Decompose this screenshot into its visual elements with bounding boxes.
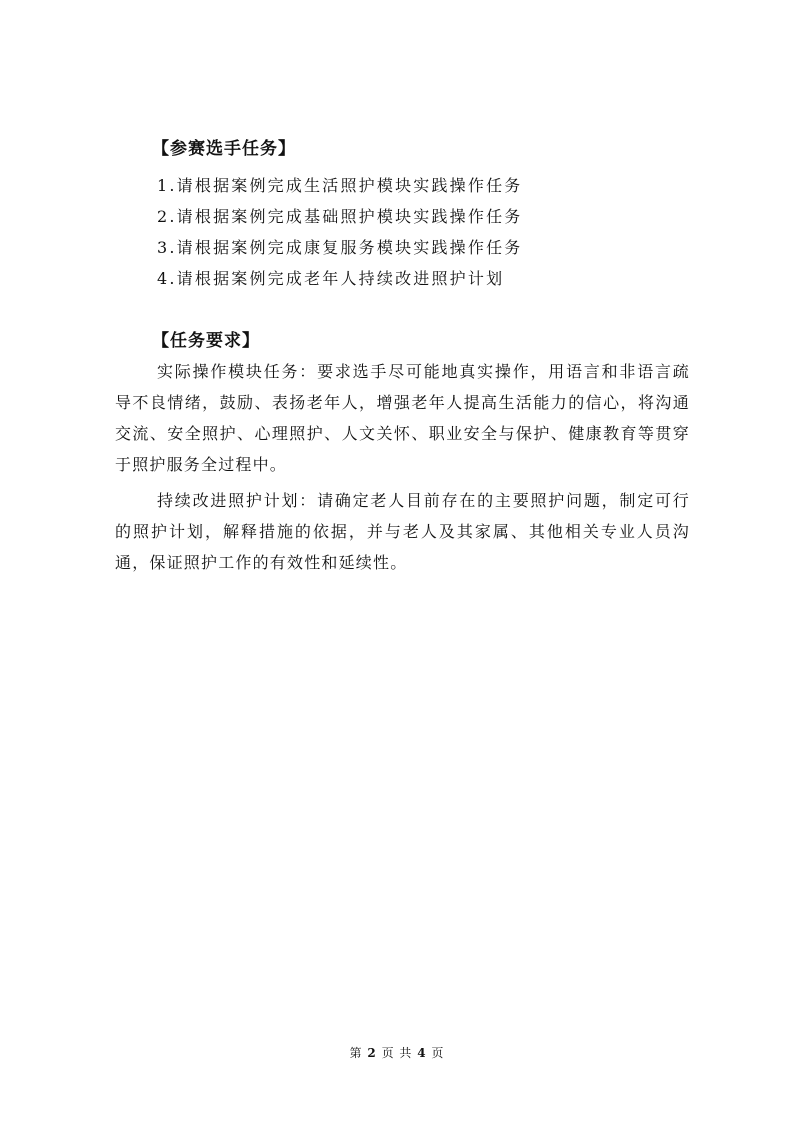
task-item: 3.请根据案例完成康复服务模块实践操作任务 — [157, 238, 523, 257]
task-item: 2.请根据案例完成基础照护模块实践操作任务 — [157, 207, 523, 226]
footer-prefix: 第 — [349, 1046, 363, 1060]
section-heading-contestant-tasks: 【参赛选手任务】 — [152, 139, 296, 159]
task-list — [157, 170, 522, 294]
task-item: 4.请根据案例完成老年人持续改进照护计划 — [157, 269, 505, 288]
footer-current-page: 2 — [367, 1046, 377, 1060]
footer-total-pages: 4 — [417, 1046, 427, 1060]
page-footer — [0, 1044, 794, 1061]
paragraph-care-plan: 持续改进照护计划：请确定老人目前存在的主要照护问题，制定可行的照护计划，解释措施的依据，并与老人及其家属、其他相关专业人员沟通，保证照护工作的有效性和延续性。 — [115, 491, 690, 572]
footer-suffix: 页 — [431, 1046, 445, 1060]
paragraph-practical-tasks: 实际操作模块任务：要求选手尽可能地真实操作，用语言和非语言疏导不良情绪，鼓励、表扬老年人，增强老年人提高生活能力的信心，将沟通交流、安全照护、心理照护、人文关怀、职业安全与保护、健康教育等贯穿于照护服务全过程中。 — [115, 362, 690, 474]
task-item: 1.请根据案例完成生活照护模块实践操作任务 — [157, 176, 523, 195]
section-heading-task-requirements: 【任务要求】 — [152, 331, 260, 351]
footer-middle: 页 共 — [381, 1046, 413, 1060]
